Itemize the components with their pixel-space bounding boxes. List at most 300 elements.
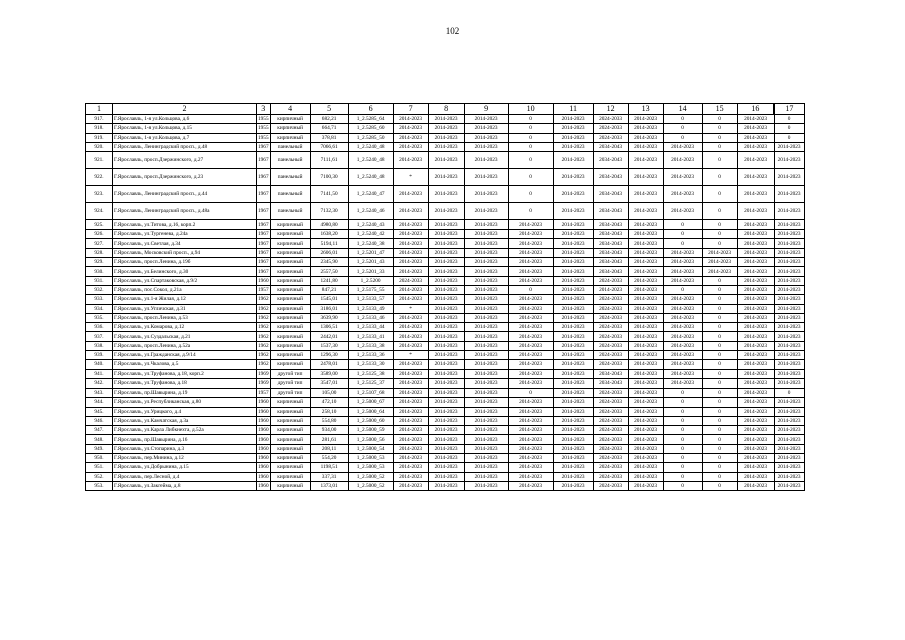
table-cell: 2014-2023	[553, 239, 593, 248]
table-cell: 1957	[258, 390, 269, 397]
table-cell: 2014-2023	[464, 276, 508, 285]
table-cell: 2014-2023	[393, 463, 428, 472]
column-header: 6	[348, 104, 393, 115]
table-cell: 2014-2023	[774, 239, 804, 248]
table-cell: 934,00	[310, 426, 348, 435]
table-cell: 0	[663, 133, 702, 142]
table-cell: 2034-2043	[593, 169, 628, 186]
address-cell: Г.Ярославль, ул.Белинского, д.30	[113, 267, 257, 276]
address-cell: Г.Ярославль, 1-я ул.Кольцова, д.15	[113, 124, 257, 133]
table-cell: 2014-2023	[428, 360, 464, 369]
table-cell: кирпичный	[270, 220, 310, 230]
address-cell: Г.Ярославль, ул.Республиканская, д.80	[113, 398, 257, 407]
table-cell: 2014-2023	[628, 323, 663, 332]
table-cell: 2024-2033	[593, 398, 628, 407]
table-cell: 2034-2043	[593, 369, 628, 378]
table-cell: 2014-2023	[774, 152, 804, 169]
table-cell: 0	[508, 203, 553, 220]
table-cell: 2014-2023	[393, 142, 428, 151]
table-cell: 2014-2023	[553, 258, 593, 267]
table-cell: 2014-2023	[393, 285, 428, 294]
table-cell: 0	[774, 124, 804, 133]
table-cell: 2014-2023	[393, 133, 428, 142]
table-cell: 2014-2023	[553, 285, 593, 294]
table-cell: 1960	[258, 473, 269, 480]
table-row	[86, 454, 805, 463]
table-cell: 935.	[86, 313, 113, 322]
table-cell: 0	[702, 398, 737, 407]
table-cell: 0	[663, 463, 702, 472]
address-cell: Г.Ярославль, просп.Ленина, д.53	[113, 313, 257, 322]
table-cell: 1967	[258, 144, 269, 151]
table-cell: 2014-2023	[628, 388, 663, 397]
address-cell: Г.Ярославль, ул.Камчатская, д.3а	[113, 416, 257, 425]
table-cell: 1969	[258, 370, 269, 377]
table-cell: 2014-2023	[428, 416, 464, 425]
address-cell: Г.Ярославль, ул.Комарова, д.12	[113, 323, 257, 332]
table-cell: 2014-2023	[663, 369, 702, 378]
table-row	[86, 313, 805, 322]
table-cell: 2014-2023	[464, 398, 508, 407]
table-cell: 2014-2023	[428, 220, 464, 230]
table-cell: 2014-2023	[508, 369, 553, 378]
table-row	[86, 152, 805, 169]
table-cell: 2014-2023	[737, 323, 774, 332]
table-cell: 0	[508, 285, 553, 294]
table-cell: 1962	[258, 342, 269, 349]
table-cell: 2014-2023	[428, 463, 464, 472]
table-row	[86, 351, 805, 360]
table-cell: 2014-2023	[737, 472, 774, 481]
column-header: 3	[257, 104, 271, 115]
table-cell: 2014-2023	[737, 304, 774, 313]
table-cell: 2034-2043	[593, 248, 628, 257]
table-cell: 2014-2023	[464, 407, 508, 416]
table-cell: 2014-2023	[553, 351, 593, 360]
table-cell: 2014-2023	[464, 426, 508, 435]
table-cell: 2014-2023	[737, 463, 774, 472]
table-cell: 1_2.5125_37	[348, 378, 393, 388]
table-cell: 2014-2023	[553, 295, 593, 304]
table-row	[86, 378, 805, 388]
table-cell: 258,10	[310, 407, 348, 416]
column-header: 5	[310, 104, 348, 115]
table-cell: 0	[702, 115, 737, 124]
table-cell: 2014-2023	[663, 276, 702, 285]
table-cell: 2014-2023	[464, 304, 508, 313]
table-cell: 2014-2023	[464, 186, 508, 203]
table-cell: 0	[508, 115, 553, 124]
table-cell: 0	[702, 435, 737, 444]
table-cell: 2014-2023	[393, 398, 428, 407]
table-cell: 0	[663, 481, 702, 490]
table-cell: 2014-2023	[464, 115, 508, 124]
table-cell: 2014-2023	[393, 220, 428, 230]
table-cell: 2014-2023	[774, 230, 804, 239]
table-cell: 2014-2023	[663, 186, 702, 203]
table-cell: 2014-2023	[428, 351, 464, 360]
address-cell: Г.Ярославль, ул.Суздальская, д.21	[113, 332, 257, 341]
table-cell: 946.	[86, 416, 113, 425]
table-cell: 2014-2023	[428, 267, 464, 276]
table-cell: 0	[663, 416, 702, 425]
column-header: 4	[270, 104, 310, 115]
table-cell: 2014-2023	[774, 426, 804, 435]
table-cell: 1_2.5133_41	[348, 332, 393, 341]
table-cell: 1960	[258, 464, 269, 471]
table-cell: 2024-2033	[593, 426, 628, 435]
table-cell: 2014-2023	[737, 169, 774, 186]
table-cell: 2014-2023	[508, 398, 553, 407]
table-cell: 4980,80	[310, 220, 348, 230]
table-cell: 2014-2023	[428, 239, 464, 248]
table-cell: 1_2.5133_57	[348, 295, 393, 304]
table-cell: кирпичный	[270, 285, 310, 294]
table-cell: 2014-2023	[737, 481, 774, 490]
table-cell: 2014-2023	[428, 203, 464, 220]
table-cell: 1_2.5133_46	[348, 313, 393, 322]
table-cell: 921.	[86, 152, 113, 169]
table-cell: 2014-2023	[428, 426, 464, 435]
table-cell: 2014-2023	[393, 230, 428, 239]
table-cell: кирпичный	[270, 230, 310, 239]
table-cell: 2014-2023	[393, 435, 428, 444]
table-cell: панельный	[270, 169, 310, 186]
table-cell: 0	[702, 295, 737, 304]
table-cell: 2024-2033	[593, 124, 628, 133]
table-cell: 2014-2023	[553, 248, 593, 257]
table-cell: 922.	[86, 169, 113, 186]
table-cell: 7132,30	[310, 203, 348, 220]
table-body	[86, 115, 805, 491]
table-cell: 925.	[86, 220, 113, 230]
table-cell: 2014-2023	[428, 295, 464, 304]
table-cell: кирпичный	[270, 481, 310, 490]
table-cell: 2034-2043	[593, 230, 628, 239]
table-cell: 554,80	[310, 416, 348, 425]
address-cell: Г.Ярославль, пр.Шавырина, д.19	[113, 388, 257, 397]
table-cell: 2014-2023	[428, 186, 464, 203]
table-cell: 940.	[86, 360, 113, 369]
table-cell: 2014-2023	[737, 285, 774, 294]
table-row	[86, 220, 805, 230]
table-cell: кирпичный	[270, 133, 310, 142]
table-cell: 0	[508, 169, 553, 186]
table-cell: 2014-2023	[393, 472, 428, 481]
table-cell: 2014-2023	[553, 186, 593, 203]
table-cell: 2014-2023	[774, 142, 804, 151]
table-cell: 2014-2023	[737, 203, 774, 220]
table-cell: 953.	[86, 481, 113, 490]
table-cell: 0	[702, 230, 737, 239]
table-cell: 2024-2033	[593, 133, 628, 142]
table-cell: 939.	[86, 351, 113, 360]
table-cell: 2014-2023	[393, 341, 428, 350]
table-cell: 2014-2023	[774, 341, 804, 350]
table-cell: 682,21	[310, 115, 348, 124]
table-cell: 2014-2023	[393, 186, 428, 203]
table-cell: другой тип	[270, 388, 310, 397]
table-cell: 2014-2023	[628, 152, 663, 169]
table-cell: 2014-2023	[553, 276, 593, 285]
table-cell: 2014-2023	[737, 388, 774, 397]
table-cell: 0	[702, 388, 737, 397]
table-cell: 1962	[258, 352, 269, 359]
table-cell: 1_2.5000_56	[348, 435, 393, 444]
table-cell: 2014-2023	[737, 341, 774, 350]
table-cell: 2014-2023	[737, 369, 774, 378]
table-cell: 0	[702, 152, 737, 169]
table-cell: 2014-2023	[393, 454, 428, 463]
table-cell: другой тип	[270, 378, 310, 388]
table-cell: 2014-2023	[464, 124, 508, 133]
column-header: 8	[428, 104, 464, 115]
table-cell: 1_2.5240_38	[348, 239, 393, 248]
table-cell: 0	[663, 398, 702, 407]
table-cell: 0	[663, 230, 702, 239]
table-cell: 1960	[258, 445, 269, 452]
table-cell: 2014-2023	[428, 369, 464, 378]
table-cell: 934.	[86, 304, 113, 313]
table-cell: 944.	[86, 398, 113, 407]
address-cell: Г.Ярославль, просп.Дзержинского, д.23	[113, 169, 257, 186]
table-cell: 0	[702, 220, 737, 230]
table-cell: 1967	[258, 249, 269, 256]
table-cell: 2014-2023	[774, 369, 804, 378]
column-header: 10	[508, 104, 553, 115]
table-cell: 936.	[86, 323, 113, 332]
table-cell: 927.	[86, 239, 113, 248]
table-cell: 1_2.5000_67	[348, 398, 393, 407]
table-cell: 2014-2023	[428, 124, 464, 133]
table-cell: 917.	[86, 115, 113, 124]
address-cell: Г.Ярославль, ул.Добрынина, д.15	[113, 463, 257, 472]
table-cell: 2014-2023	[508, 378, 553, 388]
table-cell: 2014-2023	[508, 323, 553, 332]
column-header: 15	[702, 104, 737, 115]
table-cell: 932.	[86, 285, 113, 294]
table-cell: 2014-2023	[464, 360, 508, 369]
table-cell: 1_2.5000_59	[348, 426, 393, 435]
table-cell: 2014-2023	[393, 203, 428, 220]
table-cell: 2345,90	[310, 258, 348, 267]
address-cell: Г.Ярославль, пр.Шавырина, д.16	[113, 435, 257, 444]
table-cell: 2034-2043	[593, 378, 628, 388]
table-cell: 2024-2033	[593, 115, 628, 124]
table-cell: кирпичный	[270, 248, 310, 257]
table-cell: 1_2.5107_68	[348, 388, 393, 397]
table-cell: кирпичный	[270, 115, 310, 124]
table-cell: 0	[702, 304, 737, 313]
table-cell: 2014-2023	[628, 169, 663, 186]
table-cell: 1960	[258, 427, 269, 434]
table-cell: 947.	[86, 426, 113, 435]
table-cell: кирпичный	[270, 341, 310, 350]
table-cell: 2014-2023	[464, 239, 508, 248]
table-cell: 2014-2023	[774, 304, 804, 313]
table-cell: 2014-2023	[737, 133, 774, 142]
table-cell: 2014-2023	[464, 313, 508, 322]
table-cell: 2014-2023	[553, 169, 593, 186]
table-cell: кирпичный	[270, 323, 310, 332]
address-cell: Г.Ярославль, ул.Карла Либкнехта, д.52а	[113, 426, 257, 435]
table-cell: 1638,20	[310, 230, 348, 239]
table-cell: панельный	[270, 186, 310, 203]
table-cell: 664,71	[310, 124, 348, 133]
table-cell: 1969	[258, 380, 269, 387]
table-cell: 933.	[86, 295, 113, 304]
table-cell: 2014-2023	[553, 444, 593, 453]
table-cell: 2014-2023	[774, 258, 804, 267]
table-row	[86, 332, 805, 341]
table-cell: 2014-2023	[628, 463, 663, 472]
address-cell: Г.Ярославль, Ленинградский просп., д.44	[113, 186, 257, 203]
table-cell: 2014-2023	[428, 142, 464, 151]
table-cell: 2014-2023	[553, 454, 593, 463]
table-cell: 1_2.5000_54	[348, 444, 393, 453]
table-cell: 2014-2023	[393, 239, 428, 248]
table-cell: 2014-2023	[774, 416, 804, 425]
table-cell: 2014-2023	[663, 332, 702, 341]
table-cell: 2014-2023	[774, 351, 804, 360]
column-header: 7	[393, 104, 428, 115]
address-cell: Г.Ярославль, ул.1-я Жилая, д.12	[113, 295, 257, 304]
table-cell: 2014-2023	[628, 133, 663, 142]
table-cell: кирпичный	[270, 295, 310, 304]
table-cell: 0	[663, 454, 702, 463]
table-row	[86, 230, 805, 239]
table-cell: 0	[508, 186, 553, 203]
table-cell: 1_2.5201_43	[348, 258, 393, 267]
table-cell: 2014-2023	[737, 407, 774, 416]
table-cell: 2014-2023	[464, 258, 508, 267]
table-cell: 2014-2023	[428, 472, 464, 481]
table-cell: 2014-2023	[553, 323, 593, 332]
table-cell: 2014-2023	[774, 169, 804, 186]
table-cell: 0	[702, 360, 737, 369]
table-cell: 0	[702, 186, 737, 203]
table-cell: 926.	[86, 230, 113, 239]
table-cell: 2014-2023	[428, 341, 464, 350]
table-cell: 2014-2023	[464, 142, 508, 151]
table-cell: 2014-2023	[553, 407, 593, 416]
table-cell: 2014-2023	[393, 124, 428, 133]
address-cell: Г.Ярославль, 1-я ул.Кольцова, д.6	[113, 115, 257, 124]
table-cell: 7100,30	[310, 169, 348, 186]
table-cell: 0	[702, 124, 737, 133]
table-cell: 937.	[86, 332, 113, 341]
table-cell: 0	[702, 239, 737, 248]
table-cell: 2014-2023	[737, 152, 774, 169]
table-cell: 2014-2023	[508, 258, 553, 267]
table-cell: 2014-2023	[553, 332, 593, 341]
table-cell: 2014-2023	[774, 186, 804, 203]
table-cell: 2014-2023	[628, 267, 663, 276]
table-row	[86, 169, 805, 186]
table-cell: 2014-2023	[628, 481, 663, 490]
table-cell: кирпичный	[270, 407, 310, 416]
table-cell: 0	[663, 124, 702, 133]
table-row	[86, 341, 805, 350]
table-cell: 0	[508, 124, 553, 133]
address-cell: Г.Ярославль, ул.Угличская, д.31	[113, 304, 257, 313]
table-cell: 938.	[86, 341, 113, 350]
table-cell: 2014-2023	[774, 454, 804, 463]
table-cell: 0	[774, 115, 804, 124]
table-cell: 0	[663, 115, 702, 124]
table-cell: 2014-2023	[508, 332, 553, 341]
table-cell: 1373,01	[310, 481, 348, 490]
table-cell: 2014-2023	[628, 407, 663, 416]
table-cell: 2014-2023	[508, 463, 553, 472]
table-cell: 2014-2023	[393, 378, 428, 388]
table-cell: 2014-2023	[553, 152, 593, 169]
table-cell: 2014-2023	[508, 276, 553, 285]
table-cell: 0	[702, 463, 737, 472]
address-cell: Г.Ярославль, ул.Спартаковская, д.9/2	[113, 276, 257, 285]
table-cell: 2014-2023	[464, 388, 508, 397]
address-cell: Г.Ярославль, ул.Закгейма, д.8	[113, 481, 257, 490]
table-cell: 1967	[257, 186, 271, 203]
table-cell: 2014-2023	[393, 332, 428, 341]
table-cell: 2014-2023	[628, 351, 663, 360]
table-cell: 1_2.5133_36	[348, 351, 393, 360]
table-cell: 2014-2023	[737, 230, 774, 239]
table-cell: 1960	[258, 483, 269, 490]
table-cell: 1962	[258, 333, 269, 340]
table-cell: 1960	[258, 436, 269, 443]
table-cell: 2014-2023	[553, 472, 593, 481]
table-cell: 1_2.5000_64	[348, 407, 393, 416]
table-cell: 2014-2023	[553, 133, 593, 142]
table-cell: 2014-2023	[428, 313, 464, 322]
table-cell: 2014-2023	[464, 369, 508, 378]
table-cell: 0	[702, 444, 737, 453]
table-cell: 0	[702, 351, 737, 360]
table-cell: кирпичный	[270, 472, 310, 481]
table-cell: 1967	[258, 231, 269, 238]
table-cell: панельный	[270, 142, 310, 151]
address-cell: Г.Ярославль, Ленинградский просп., д.48а	[113, 203, 257, 220]
table-cell: 929.	[86, 258, 113, 267]
address-cell: Г.Ярославль, пос.Сокол, д.21а	[113, 285, 257, 294]
table-cell: 2024-2033	[593, 481, 628, 490]
table-cell: 2014-2023	[774, 481, 804, 490]
table-cell: 2014-2023	[393, 248, 428, 257]
table-cell: 2014-2023	[393, 388, 428, 397]
column-header: 13	[628, 104, 663, 115]
table-cell: 2014-2023	[774, 285, 804, 294]
table-cell: 2014-2023	[508, 341, 553, 350]
table-cell: 1_2.5125_38	[348, 369, 393, 378]
table-row	[86, 248, 805, 257]
table-cell: 943.	[86, 388, 113, 397]
table-cell: 0	[663, 472, 702, 481]
table-cell: 2014-2023	[553, 124, 593, 133]
table-cell: 2014-2023	[737, 248, 774, 257]
table-cell: 2024-2033	[593, 407, 628, 416]
table-cell: 472,10	[310, 398, 348, 407]
column-header: 2	[113, 104, 257, 115]
table-cell: 2014-2023	[737, 444, 774, 453]
table-cell: 0	[702, 203, 737, 220]
table-cell: 0	[702, 285, 737, 294]
table-cell: 919.	[86, 133, 113, 142]
table-cell: 2014-2023	[553, 426, 593, 435]
table-cell: 2014-2023	[508, 304, 553, 313]
table-cell: 1962	[258, 361, 269, 368]
table-cell: 0	[663, 220, 702, 230]
